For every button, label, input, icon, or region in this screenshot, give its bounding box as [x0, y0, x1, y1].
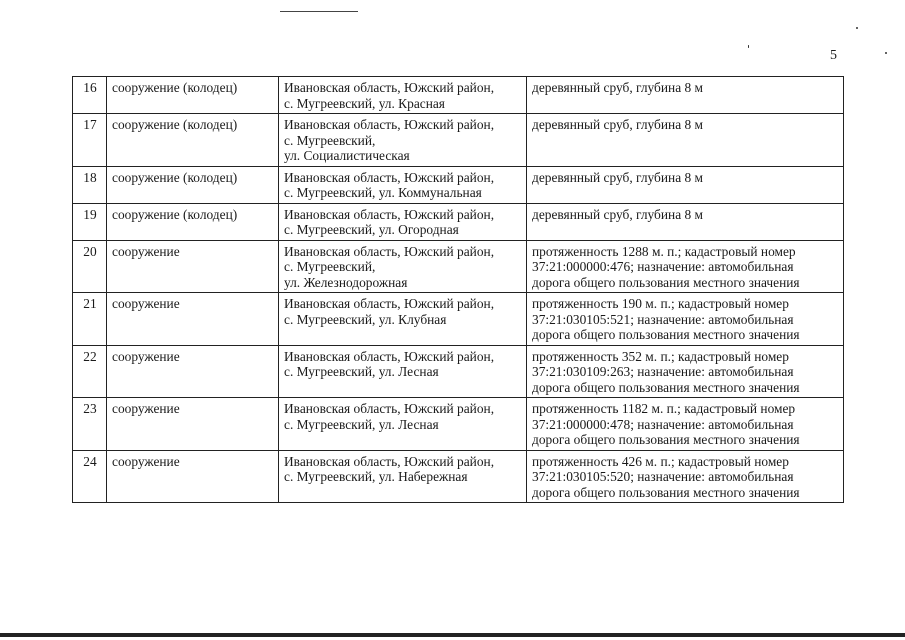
object-description [527, 450, 844, 503]
scan-artifact-dot [885, 52, 887, 54]
address-line: Ивановская область, Южский район, [284, 80, 495, 95]
object-address [279, 398, 527, 451]
description-line: дорога общего пользования местного значения [532, 379, 800, 395]
table-row [73, 398, 844, 451]
property-registry-table [72, 76, 844, 503]
scan-artifact-dot [748, 45, 749, 48]
object-address [279, 114, 527, 167]
scan-artifact-bottom-edge [0, 633, 905, 637]
row-number: 17 [73, 114, 107, 167]
object-type: сооружение (колодец) [107, 77, 279, 114]
description-line: 37:21:030105:520; назначение: автомобильная [532, 469, 794, 484]
object-address [279, 166, 527, 203]
description-line: дорога общего пользования местного значения [532, 484, 800, 500]
description-line: протяженность 352 м. п.; кадастровый номер [532, 348, 789, 364]
description-line: протяженность 190 м. п.; кадастровый номер [532, 296, 789, 311]
address-line: Ивановская область, Южский район, [284, 243, 495, 259]
object-description [527, 77, 844, 114]
table-row [73, 166, 844, 203]
address-line: с. Мугреевский, ул. Клубная [284, 311, 447, 327]
address-line: Ивановская область, Южский район, [284, 296, 495, 311]
row-number: 18 [73, 166, 107, 203]
address-line: с. Мугреевский, ул. Огородная [284, 222, 459, 237]
object-type: сооружение (колодец) [107, 114, 279, 167]
object-description [527, 166, 844, 203]
scan-artifact-dot [856, 27, 858, 29]
description-line: деревянный сруб, глубина 8 м [532, 80, 703, 95]
description-line: протяженность 426 м. п.; кадастровый номер [532, 453, 789, 469]
address-line: ул. Железнодорожная [284, 274, 408, 290]
object-type: сооружение [107, 345, 279, 398]
address-line: Ивановская область, Южский район, [284, 206, 495, 222]
table-row [73, 293, 844, 346]
table-row [73, 203, 844, 240]
description-line: дорога общего пользования местного значения [532, 274, 800, 290]
address-line: с. Мугреевский, [284, 259, 376, 274]
description-line: дорога общего пользования местного значения [532, 432, 800, 447]
description-line: дорога общего пользования местного значения [532, 327, 800, 342]
table-row [73, 345, 844, 398]
object-address [279, 345, 527, 398]
description-line: деревянный сруб, глубина 8 м [532, 117, 703, 132]
description-line: деревянный сруб, глубина 8 м [532, 206, 703, 222]
description-line: протяженность 1182 м. п.; кадастровый номер [532, 401, 796, 416]
address-line: с. Мугреевский, ул. Набережная [284, 469, 468, 484]
address-line: с. Мугреевский, [284, 132, 376, 148]
table-row [73, 77, 844, 114]
table-row [73, 240, 844, 293]
address-line: с. Мугреевский, ул. Лесная [284, 416, 439, 432]
address-line: с. Мугреевский, ул. Лесная [284, 364, 439, 379]
table-body [73, 77, 844, 503]
object-type: сооружение [107, 240, 279, 293]
address-line: Ивановская область, Южский район, [284, 348, 495, 364]
object-description [527, 293, 844, 346]
object-type: сооружение (колодец) [107, 166, 279, 203]
scan-artifact-line [280, 11, 358, 12]
address-line: ул. Социалистическая [284, 148, 410, 163]
page-number: 5 [830, 48, 837, 63]
description-line: протяженность 1288 м. п.; кадастровый номер [532, 243, 796, 259]
object-type: сооружение (колодец) [107, 203, 279, 240]
address-line: Ивановская область, Южский район, [284, 117, 495, 132]
row-number: 19 [73, 203, 107, 240]
object-address [279, 293, 527, 346]
description-line: 37:21:000000:476; назначение: автомобильная [532, 259, 794, 274]
description-line: 37:21:000000:478; назначение: автомобильная [532, 416, 794, 432]
object-address [279, 203, 527, 240]
object-type: сооружение [107, 398, 279, 451]
object-address [279, 77, 527, 114]
row-number: 23 [73, 398, 107, 451]
table-row [73, 450, 844, 503]
object-description [527, 240, 844, 293]
address-line: Ивановская область, Южский район, [284, 453, 495, 469]
object-description [527, 345, 844, 398]
description-line: деревянный сруб, глубина 8 м [532, 169, 703, 185]
description-line: 37:21:030109:263; назначение: автомобильная [532, 364, 794, 379]
object-type: сооружение [107, 450, 279, 503]
row-number: 16 [73, 77, 107, 114]
object-description [527, 114, 844, 167]
description-line: 37:21:030105:521; назначение: автомобильная [532, 311, 794, 327]
address-line: Ивановская область, Южский район, [284, 169, 495, 185]
row-number: 20 [73, 240, 107, 293]
table-row [73, 114, 844, 167]
row-number: 21 [73, 293, 107, 346]
row-number: 24 [73, 450, 107, 503]
object-type: сооружение [107, 293, 279, 346]
address-line: Ивановская область, Южский район, [284, 401, 495, 416]
address-line: с. Мугреевский, ул. Красная [284, 95, 445, 111]
object-address [279, 450, 527, 503]
object-address [279, 240, 527, 293]
object-description [527, 398, 844, 451]
address-line: с. Мугреевский, ул. Коммунальная [284, 185, 482, 200]
object-description [527, 203, 844, 240]
row-number: 22 [73, 345, 107, 398]
